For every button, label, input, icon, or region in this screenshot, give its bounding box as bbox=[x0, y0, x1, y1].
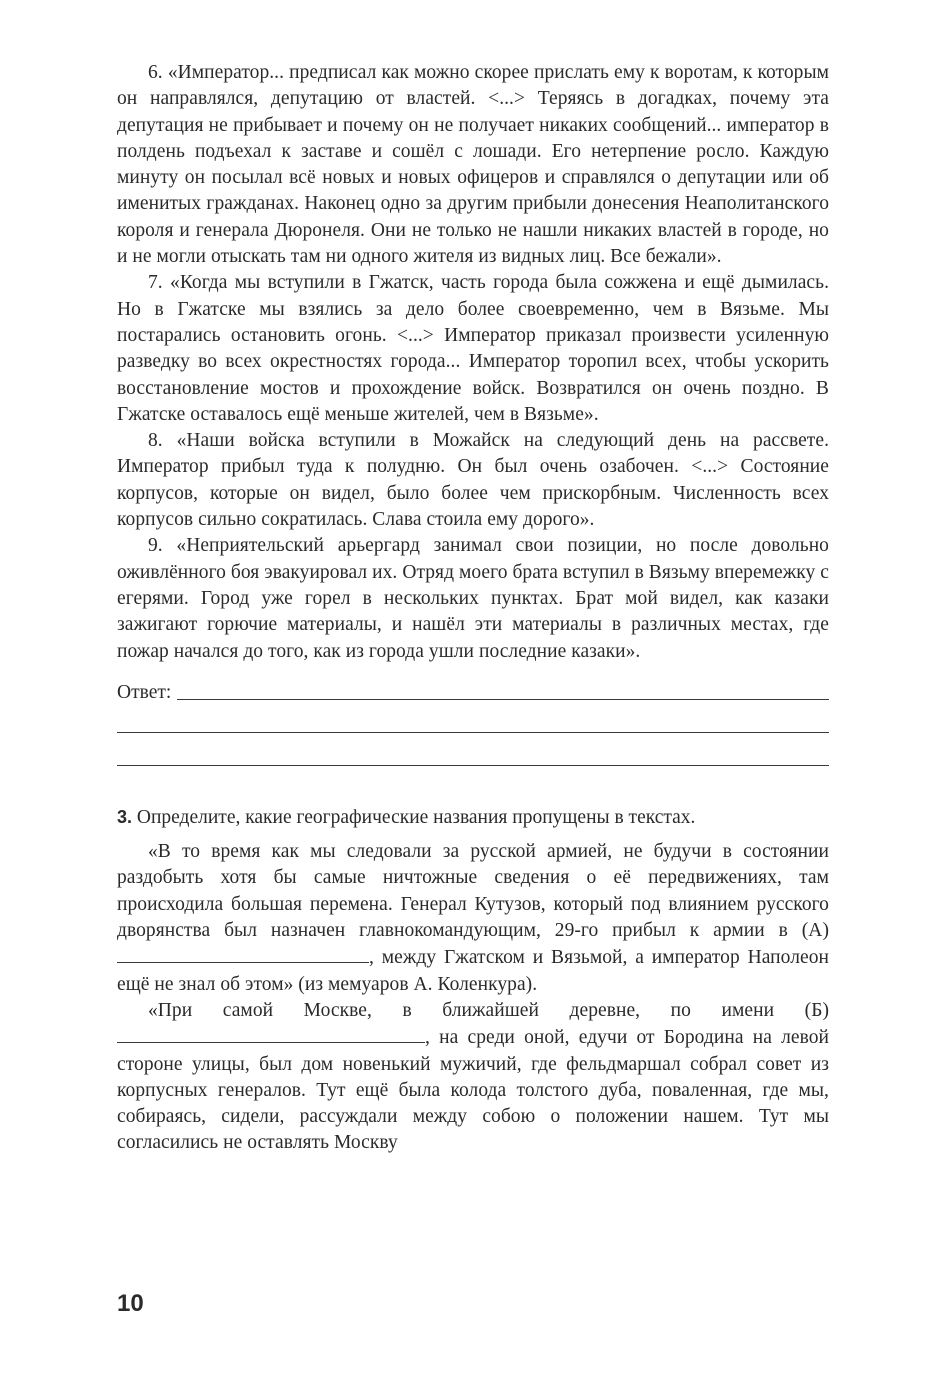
quote-b bbox=[117, 998, 829, 1157]
paragraph-6: 6. «Император... предписал как можно скорее прислать ему к воротам, к которым он направлялся, депутацию от властей. <...> Теряясь в догадках, почему эта депутация не прибывает и почему он не получает никаких сообщений... император в полдень подъехал к заставе и сошёл с лошади. Его нетерпение росло. Каждую минуту он посылал всё новых и новых офицеров и справлялся о депутации или об именитых гражданах. Наконец одно за другим прибыли донесения Неаполитанского короля и генерала Дюронеля. Они не только не нашли никаких властей в городе, но и не могли отыскать там ни одного жителя из видных лиц. Все бежали». bbox=[117, 62, 829, 268]
task-3 bbox=[117, 804, 829, 831]
quote-b-end: , на среди оной, едучи от Бородина на левой стороне улицы, был дом новенький мужичий, где фельдмаршал собрал совет из корпусных генералов. Тут ещё была колода толстого дуба, поваленная, где мы, собираясь, сидели, рассуждали между собою о положении нашем. Тут мы согласились не оставлять Москву bbox=[117, 1027, 829, 1154]
answer-row-1 bbox=[117, 675, 829, 708]
quote-a-end: , между Гжатском и Вязьмой, а император Наполеон ещё не знал об этом» (из мемуаров А. Коленкура). bbox=[117, 947, 829, 995]
answer-row-3 bbox=[117, 741, 829, 774]
answer-line[interactable] bbox=[117, 764, 829, 766]
quote-b-start: «При самой Москве, в ближайшей деревне, по имени (Б) bbox=[148, 999, 829, 1021]
blank-b[interactable] bbox=[117, 1024, 425, 1043]
blank-a[interactable] bbox=[117, 944, 369, 963]
answer-row-2 bbox=[117, 708, 829, 741]
page-number: 10 bbox=[117, 1290, 144, 1317]
paragraph-8: 8. «Наши войска вступили в Можайск на следующий день на рассвете. Император прибыл туда к полудню. Он был очень озабочен. <...> Состояние корпусов, которые он видел, было более чем прискорбным. Численность всех корпусов сильно сократилась. Слава стоила ему дорого». bbox=[117, 430, 829, 531]
task-instruction: Определите, какие географические названия пропущены в текстах. bbox=[136, 806, 696, 828]
answer-line[interactable] bbox=[117, 731, 829, 733]
answer-label: Ответ: bbox=[117, 681, 172, 703]
page-content bbox=[117, 60, 829, 1157]
quote-a bbox=[117, 839, 829, 998]
task-number: 3. bbox=[117, 806, 133, 827]
answer-block bbox=[117, 675, 829, 774]
paragraph-9: 9. «Неприятельский арьергард занимал свои позиции, но после довольно оживлённого боя эвакуировал их. Отряд моего брата вступил в Вязьму вперемежку с егерями. Город уже горел в нескольких пунктах. Брат мой видел, как казаки зажигают горючие материалы, и нашёл эти материалы в различных местах, где пожар начался до того, как из города ушли последние казаки». bbox=[117, 535, 829, 662]
answer-line[interactable] bbox=[177, 698, 829, 700]
paragraph-7: 7. «Когда мы вступили в Гжатск, часть города была сожжена и ещё дымилась. Но в Гжатске мы взялись за дело более своевременно, чем в Вязьме. Мы постарались остановить огонь. <...> Император приказал произвести усиленную разведку во всех окрестностях города... Император торопил всех, чтобы ускорить восстановление мостов и прохождение войск. Возвратился он очень поздно. В Гжатске оставалось ещё меньше жителей, чем в Вязьме». bbox=[117, 272, 829, 425]
quote-a-start: «В то время как мы следовали за русской армией, не будучи в состоянии раздобыть хотя бы самые ничтожные сведения о её передвижениях, там происходила большая перемена. Генерал Кутузов, который под влиянием русского дворянства был назначен главнокомандующим, 29-го прибыл к армии в (А) bbox=[117, 841, 829, 942]
